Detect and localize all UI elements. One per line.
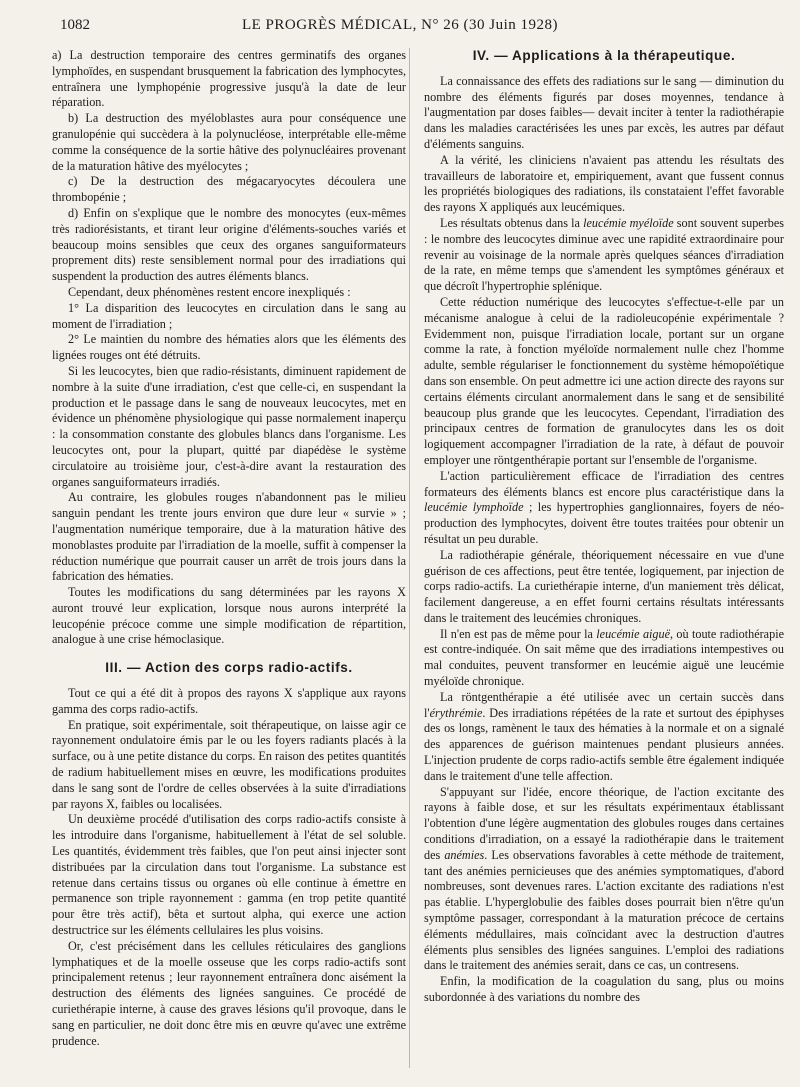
page-header xyxy=(60,14,740,36)
paragraph: Au contraire, les globules rouges n'abandonnent pas le milieu sanguin pendant les trente jours environ que dure leur « survie » ; l'augmentation numérique temporaire, due à la maturation hâtive des monoblastes produite par l'irradiation de la moelle, suffit à compenser la réduction numérique que pourrait causer un arrêt de trois jours dans la fabrication des hématies. xyxy=(52,490,406,584)
italic-term: leucémie aiguë xyxy=(596,626,671,641)
paragraph: Or, c'est précisément dans les cellules réticulaires des ganglions lymphatiques et de la moelle osseuse que les corps radio-actifs sont principalement retenus ; leur rayonnement entraînera donc aisément la destruction des éléments des lignées sanguines. Ce procédé de curiethérapie interne, à cause des graves lésions qu'il provoque, dans le sang en particulier, ne doit donc être mis en œuvre qu'avec une extrême prudence. xyxy=(52,938,406,1048)
paragraph: d) Enfin on s'explique que le nombre des monocytes (eux-mêmes très radiorésistants, et tirant leur origine d'éléments-souches variés et beaucoup moins sensibles que ceux des organes sanguiformateurs proprement dits) reste sensiblement normal pour des irradiations qui suspendent la production des autres éléments blancs. xyxy=(52,205,406,284)
paragraph: Si les leucocytes, bien que radio-résistants, diminuent rapidement de nombre à la suite d'une irradiation, c'est que celle-ci, en suspendant la production et le passage dans le sang de nouveaux leucocytes, met en évidence un phénomène physiologique qui passe normalement inaperçu : la consommation constante des globules blancs dans l'organisme. Les leucocytes ont, pour la plupart, quitté par diapédèse le système circulatoire au troisième jour, c'est-à-dire avant la restauration des organes sanguiformateurs irradiés. xyxy=(52,363,406,489)
paragraph: La radiothérapie générale, théoriquement nécessaire en vue d'une guérison de ces affections, peut être tentée, logiquement, par injection de corps radio-actifs. La curiethérapie interne, d'un maniement très délicat, facilement dangereuse, a en effet fourni certains résultats intéressants dans le traitement des leucémies chroniques. xyxy=(424,547,784,625)
paragraph: En pratique, soit expérimentale, soit thérapeutique, on laisse agir ce rayonnement ondulatoire émis par le ou les foyers radiants placés à la surface, ou à une petite distance du corps. En raison des petites quantités de radium habituellement mises en œuvre, les modifications produites dans le sang sont de l'ordre de celles observées à la suite d'irradiations par rayons X, faibles ou localisées. xyxy=(52,717,407,811)
paragraph: Toutes les modifications du sang déterminées par les rayons X auront trouvé leur explication, lorsque nous aurons interprété la leucopénie précoce comme une simple modification de répartition, analogue à une crise hémoclasique. xyxy=(52,585,406,647)
paragraph: 2° Le maintien du nombre des hématies alors que les éléments des lignées rouges ont été détruits. xyxy=(52,332,406,363)
paragraph: Cette réduction numérique des leucocytes s'effectue-t-elle par un mécanisme analogue à celui de la radioleucopénie expérimentale ? Evidemment non, puisque l'irradiation locale, portant sur un organe comme la rate, à fonction myéloïde normalement nulle chez l'homme adulte, semble régulariser le fonctionnement du système hémopoïétique dans son ensemble. On peut admettre ici une action directe des rayons sur certains éléments circulant anormalement dans le sang et de sensibilité beaucoup plus grande que les leucocytes. Cependant, l'irradiation des principaux centres de formation de granulocytes dans les os doit logiquement accompagner l'irradiation de la rate, à défaut de pouvoir employer une röntgenthérapie portant sur l'ensemble de l'organisme. xyxy=(424,294,784,467)
italic-term: leucémie myéloïde xyxy=(583,215,674,230)
italic-term: anémies xyxy=(444,847,485,862)
text-run: S'appuyant sur l'idée, encore théorique, de l'action excitante des rayons à faible dose, et sur les résultats expérimentaux établissant l'obtention d'une légère augmentation des globules rouges dans certaines conditions d'irradiation, on a essayé la radiothérapie dans le traitement des xyxy=(424,784,784,862)
paragraph: Enfin, la modification de la coagulation du sang, plus ou moins subordonnée à des variations du nombre des xyxy=(424,974,784,1005)
paragraph: b) La destruction des myéloblastes aura pour conséquence une granulopénie qui succèdera à la polynucléose, interprétable elle-même comme la conséquence de la sortie hâtive des polynucléaires provenant de la maturation hâtive des myélocytes ; xyxy=(52,111,406,173)
text-run: L'action particulièrement efficace de l'irradiation des centres formateurs des éléments blancs est encore plus caractéristique dans la xyxy=(424,468,784,499)
text-run: Les résultats obtenus dans la xyxy=(440,215,584,230)
italic-term: érythrémie xyxy=(429,705,483,720)
running-title: LE PROGRÈS MÉDICAL, N° 26 (30 Juin 1928) xyxy=(241,17,558,33)
left-column xyxy=(52,48,406,1049)
paragraph: Un deuxième procédé d'utilisation des corps radio-actifs consiste à les introduire dans l'organisme, habituellement à l'état de sel soluble. Les quantités, évidemment très faibles, que l'on peut ainsi injecter sont distribuées par la circulation dans tout l'organisme. La substance est retenue dans certains tissus ou organes où elle continue à émettre en permanence son triple rayonnement : gamma (en trop petite quantité pour être très actif), bêta et surtout alpha, qui exerce une action destructrice sur les éléments cellulaires les plus voisins. xyxy=(52,812,406,938)
section-heading-iv: IV. — Applications à la thérapeutique. xyxy=(472,48,736,63)
italic-term: leucémie lymphoïde xyxy=(424,500,524,515)
page-number: 1082 xyxy=(60,17,90,33)
paragraph: Tout ce qui a été dit à propos des rayons X s'applique aux rayons gamma des corps radio-actifs. xyxy=(52,686,406,716)
text-run: , où toute radiothérapie est contre-indiquée. On sait même que des irradiations intempestives ou mal conduites, peuvent transformer en leucémie aiguë une leucémie myéloïde chronique. xyxy=(424,626,784,689)
column-divider xyxy=(409,48,410,1068)
right-column xyxy=(424,48,784,1006)
paragraph: La connaissance des effets des radiations sur le sang — diminution du nombre des éléments figurés par doses moyennes, tendance à l'augmentation par doses faibles— devait inciter à tenter la radiothérapie dans les maladies caractérisées les unes par excès, les autres par défaut d'éléments sanguins. xyxy=(424,73,784,151)
paragraph xyxy=(424,690,784,785)
paragraph: A la vérité, les cliniciens n'avaient pas attendu les résultats des travailleurs de laboratoire et, empiriquement, avant que fussent connus les propriétés biologiques des radiations, ils constataient l'effet favorable des rayons X appliqués aux leucémiques. xyxy=(424,152,784,215)
text-run: . Des irradiations répétées de la rate et surtout des épiphyses des os longs, ramènent le taux des hématies à la normale et on a signalé des apparences de guérison maintenues pendant plusieurs années. L'injection prudente de corps radio-actifs semble être également indiquée dans le traitement d'une telle affection. xyxy=(424,705,784,783)
paragraph: Cependant, deux phénomènes restent encore inexpliqués : xyxy=(68,284,351,299)
paragraph: 1° La disparition des leucocytes en circulation dans le sang au moment de l'irradiation ; xyxy=(52,300,406,331)
text-run: Il n'en est pas de même pour la xyxy=(440,626,597,641)
text-run: La röntgenthérapie a été utilisée avec un certain succès dans l' xyxy=(424,689,784,720)
text-run: . Les observations favorables à cette méthode de traitement, tant des anémies pernicieuses que des anémies symptomatiques, d'abord nombreuses, sont devenues rares. L'action excitante des radiations n'est pas établie. L'hyperglobulie des faibles doses pourrait bien n'être qu'un symptôme passager, correspondant à la maturation précoce de certains éléments médullaires, mais coïncidant avec la destruction d'autres éléments plus sensibles des lignées sanguines. L'emploi des radiations dans le traitement des anémies serait, dans ce cas, un contresens. xyxy=(424,847,785,973)
section-heading-iii: III. — Action des corps radio-actifs. xyxy=(105,660,353,676)
paragraph xyxy=(424,627,784,690)
text-run: sont souvent superbes : le nombre des leucocytes diminue avec une rapidité extraordinaire pour revenir au voisinage de la normale après quelques séances d'irradiation de la rate, en même temps que s'amendent les symptômes généraux et que décroît l'hypertrophie splénique. xyxy=(424,215,785,294)
text-run: ; les hypertrophies ganglionnaires, foyers de néo-production des lymphocytes, doivent être toutes traitées pour obtenir un résultat un peu durable. xyxy=(424,500,784,546)
paragraph xyxy=(424,785,784,975)
paragraph: c) De la destruction des mégacaryocytes découlera une thrombopénie ; xyxy=(52,174,406,205)
paragraph xyxy=(424,216,784,295)
paragraph xyxy=(424,469,784,548)
paragraph: a) La destruction temporaire des centres germinatifs des organes lymphoïdes, en suspendant brusquement la fabrication des lymphocytes, entraînera une lymphopénie progressive jusqu'à la date de leur réparation. xyxy=(52,48,406,110)
